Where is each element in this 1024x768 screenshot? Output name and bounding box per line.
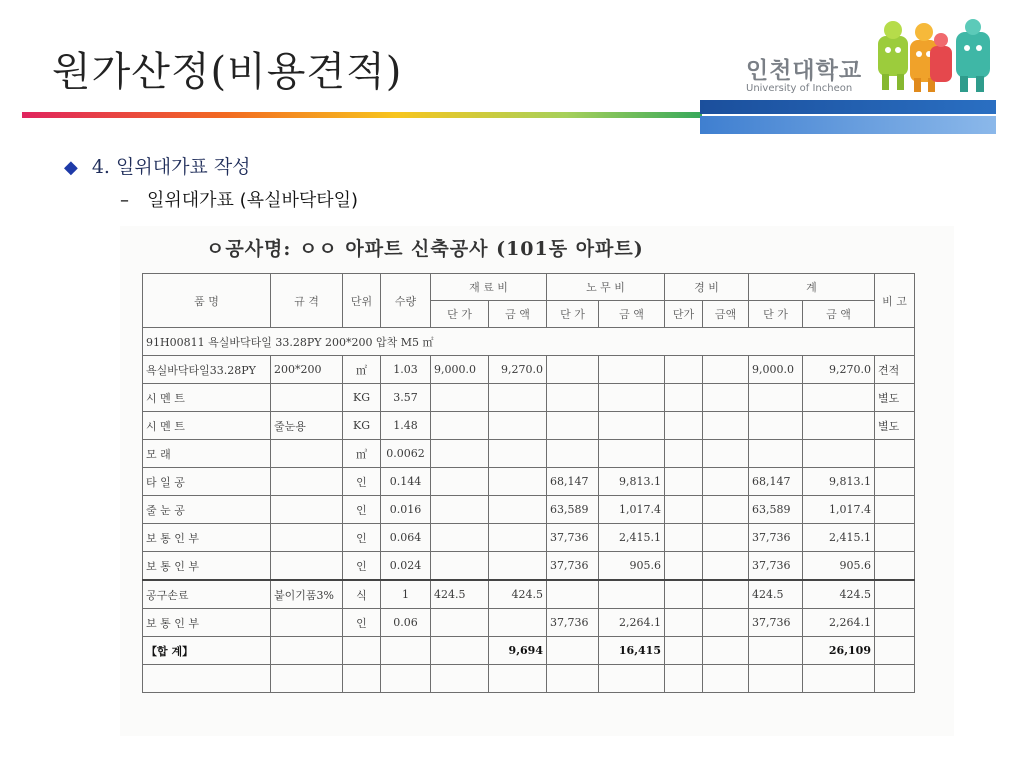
table-row: [143, 468, 915, 496]
cell-expense-unit-price: [665, 609, 703, 637]
cell-total-amount: 9,270.0: [803, 356, 875, 384]
mascot-green: [878, 21, 908, 90]
header-total: 계: [749, 274, 875, 301]
cell-expense-unit-price: [665, 524, 703, 552]
cell-labor-unit-price: 68,147: [547, 468, 599, 496]
cell-expense-amount: [703, 440, 749, 468]
cell-labor-unit-price: [547, 637, 599, 665]
header-labor: 노 무 비: [547, 274, 665, 301]
header-unit: 단위: [343, 274, 381, 328]
cell-remark: 별도: [875, 412, 915, 440]
cell-material-unit-price: 424.5: [431, 580, 489, 609]
header-unit-price: 단 가: [749, 301, 803, 328]
code-row: [143, 328, 915, 356]
cell-expense-unit-price: [665, 384, 703, 412]
table-row: [143, 496, 915, 524]
cell-total-amount: 1,017.4: [803, 496, 875, 524]
cell-total-amount: [803, 384, 875, 412]
mascot-teal: [956, 19, 990, 92]
scanned-estimate-document: [120, 226, 954, 736]
cell-item-name: 타 일 공: [143, 468, 271, 496]
cell-expense-amount: [703, 496, 749, 524]
table-row: [143, 524, 915, 552]
cell-total-amount: 2,415.1: [803, 524, 875, 552]
slide-title: 원가산정(비용견적): [52, 49, 403, 95]
cell-material-unit-price: [431, 412, 489, 440]
rainbow-divider: [22, 112, 702, 118]
cell-labor-amount: 2,415.1: [599, 524, 665, 552]
cell-expense-amount: [703, 637, 749, 665]
header-amount: 금 액: [803, 301, 875, 328]
cell-total-unit-price: 68,147: [749, 468, 803, 496]
blue-band-decoration: [700, 100, 996, 134]
cell-spec: [271, 637, 343, 665]
cell-expense-amount: [703, 468, 749, 496]
cell-unit: ㎥: [343, 440, 381, 468]
cell-labor-unit-price: [547, 580, 599, 609]
cell-expense-amount: [703, 412, 749, 440]
cell-labor-amount: 2,264.1: [599, 609, 665, 637]
mascot-logo-icon: [872, 18, 998, 96]
cell-expense-amount: [703, 552, 749, 581]
cell-material-unit-price: [431, 384, 489, 412]
cell-expense-unit-price: [665, 356, 703, 384]
cell-unit: 인: [343, 609, 381, 637]
header-unit-price: 단 가: [431, 301, 489, 328]
cell-total-unit-price: 37,736: [749, 609, 803, 637]
cell-expense-unit-price: [665, 637, 703, 665]
cell-remark: [875, 468, 915, 496]
cell-total-amount: 9,813.1: [803, 468, 875, 496]
cell-remark: [875, 440, 915, 468]
cell-expense-unit-price: [665, 496, 703, 524]
university-logo: [746, 52, 862, 94]
cell-total-unit-price: [749, 412, 803, 440]
header-amount: 금액: [703, 301, 749, 328]
cell-total-amount: 424.5: [803, 580, 875, 609]
cell-spec: [271, 552, 343, 581]
cell-labor-amount: 16,415: [599, 637, 665, 665]
cell-expense-amount: [703, 609, 749, 637]
cell-expense-amount: [703, 580, 749, 609]
cell-material-unit-price: [431, 552, 489, 581]
cell-unit: [343, 637, 381, 665]
cell-total-unit-price: 37,736: [749, 524, 803, 552]
logo-korean: 인천대학교: [746, 58, 863, 84]
cell-material-amount: [489, 412, 547, 440]
header-amount: 금 액: [599, 301, 665, 328]
cell-material-amount: [489, 384, 547, 412]
table-row: [143, 356, 915, 384]
cell-qty: 0.024: [381, 552, 431, 581]
dash-marker: –: [120, 190, 129, 211]
cell-total-amount: [803, 412, 875, 440]
cell-labor-unit-price: [547, 356, 599, 384]
cell-material-unit-price: [431, 496, 489, 524]
cell-labor-unit-price: 37,736: [547, 552, 599, 581]
cell-material-unit-price: [431, 609, 489, 637]
cell-labor-unit-price: 37,736: [547, 524, 599, 552]
cell-item-name: 시 멘 트: [143, 412, 271, 440]
cell-material-amount: [489, 468, 547, 496]
cell-labor-amount: [599, 580, 665, 609]
cell-labor-unit-price: [547, 440, 599, 468]
sub-bullet: [120, 186, 358, 212]
cell-item-name: 공구손료: [143, 580, 271, 609]
empty-row: [143, 665, 915, 693]
header-remark: 비 고: [875, 274, 915, 328]
cell-total-unit-price: 424.5: [749, 580, 803, 609]
header-material: 재 료 비: [431, 274, 547, 301]
cell-total-unit-price: 9,000.0: [749, 356, 803, 384]
cell-remark: [875, 496, 915, 524]
mascot-red: [930, 33, 952, 82]
cell-qty: 0.016: [381, 496, 431, 524]
cell-item-name: 욕실바닥타일33.28PY: [143, 356, 271, 384]
cell-remark: [875, 524, 915, 552]
cell-remark: 견적: [875, 356, 915, 384]
cell-remark: 별도: [875, 384, 915, 412]
header-item: 품 명: [143, 274, 271, 328]
cell-labor-amount: [599, 440, 665, 468]
cell-material-amount: 9,694: [489, 637, 547, 665]
cell-expense-unit-price: [665, 580, 703, 609]
cell-total-unit-price: 63,589: [749, 496, 803, 524]
cell-qty: 0.144: [381, 468, 431, 496]
cell-unit: ㎡: [343, 356, 381, 384]
cell-unit: KG: [343, 384, 381, 412]
cell-item-name: 줄 눈 공: [143, 496, 271, 524]
cell-expense-amount: [703, 524, 749, 552]
cell-material-amount: [489, 440, 547, 468]
header-unit-price: 단 가: [547, 301, 599, 328]
cell-spec: [271, 384, 343, 412]
cell-material-unit-price: [431, 524, 489, 552]
header-qty: 수량: [381, 274, 431, 328]
cell-qty: 1.48: [381, 412, 431, 440]
cell-remark: [875, 637, 915, 665]
cell-total-amount: 2,264.1: [803, 609, 875, 637]
bullet-item: [64, 152, 251, 179]
project-name: ㅇ공사명: ㅇㅇ 아파트 신축공사 (101동 아파트): [206, 238, 644, 260]
cell-labor-amount: 9,813.1: [599, 468, 665, 496]
cell-material-amount: [489, 552, 547, 581]
cell-material-amount: 424.5: [489, 580, 547, 609]
cell-expense-unit-price: [665, 468, 703, 496]
cell-expense-unit-price: [665, 552, 703, 581]
table-row: [143, 637, 915, 665]
cell-qty: 1: [381, 580, 431, 609]
cell-item-name: 모 래: [143, 440, 271, 468]
cell-material-amount: [489, 524, 547, 552]
cell-spec: [271, 524, 343, 552]
table-row: [143, 552, 915, 581]
cell-total-amount: 905.6: [803, 552, 875, 581]
table-row: [143, 580, 915, 609]
cell-spec: [271, 468, 343, 496]
cell-spec: [271, 496, 343, 524]
cell-unit: 인: [343, 468, 381, 496]
cell-item-name: 보 통 인 부: [143, 609, 271, 637]
sub-bullet-text: 일위대가표 (욕실바닥타일): [147, 190, 359, 211]
diamond-bullet-icon: ◆: [64, 157, 78, 178]
code-cell: 91H00811 욕실바닥타일 33.28PY 200*200 압착 M5 ㎡: [143, 328, 915, 356]
header-row-1: [143, 274, 915, 301]
cell-spec: 200*200: [271, 356, 343, 384]
header-amount: 금 액: [489, 301, 547, 328]
cell-expense-amount: [703, 384, 749, 412]
cell-unit: KG: [343, 412, 381, 440]
cell-total-amount: [803, 440, 875, 468]
cell-total-unit-price: [749, 440, 803, 468]
cell-qty: 0.0062: [381, 440, 431, 468]
cell-item-name: 시 멘 트: [143, 384, 271, 412]
cell-material-amount: 9,270.0: [489, 356, 547, 384]
cell-labor-unit-price: 37,736: [547, 609, 599, 637]
cell-material-unit-price: [431, 440, 489, 468]
table-row: [143, 440, 915, 468]
header-expense: 경 비: [665, 274, 749, 301]
cell-unit: 인: [343, 552, 381, 581]
header-spec: 규 격: [271, 274, 343, 328]
cell-material-unit-price: 9,000.0: [431, 356, 489, 384]
cell-labor-amount: [599, 384, 665, 412]
cell-material-amount: [489, 609, 547, 637]
cell-spec: [271, 440, 343, 468]
cell-spec: 붙이기품3%: [271, 580, 343, 609]
cell-qty: 0.064: [381, 524, 431, 552]
cell-material-unit-price: [431, 637, 489, 665]
cell-item-name: 보 통 인 부: [143, 552, 271, 581]
cell-qty: [381, 637, 431, 665]
cell-total-unit-price: 37,736: [749, 552, 803, 581]
cell-total-amount: 26,109: [803, 637, 875, 665]
cell-remark: [875, 552, 915, 581]
bullet-text: 4. 일위대가표 작성: [91, 156, 251, 178]
cell-spec: [271, 609, 343, 637]
cell-material-amount: [489, 496, 547, 524]
cell-expense-unit-price: [665, 412, 703, 440]
header-unit-price: 단가: [665, 301, 703, 328]
cell-unit: 인: [343, 496, 381, 524]
cell-remark: [875, 580, 915, 609]
table-row: [143, 412, 915, 440]
cell-labor-amount: 905.6: [599, 552, 665, 581]
cost-table: [142, 273, 915, 693]
cell-unit: 식: [343, 580, 381, 609]
cell-item-name: 【합 계】: [143, 637, 271, 665]
cell-qty: 0.06: [381, 609, 431, 637]
cell-labor-unit-price: 63,589: [547, 496, 599, 524]
cell-qty: 3.57: [381, 384, 431, 412]
cell-expense-amount: [703, 356, 749, 384]
cell-labor-unit-price: [547, 412, 599, 440]
cell-expense-unit-price: [665, 440, 703, 468]
cell-spec: 줄눈용: [271, 412, 343, 440]
cell-labor-amount: [599, 356, 665, 384]
cell-qty: 1.03: [381, 356, 431, 384]
cell-labor-amount: 1,017.4: [599, 496, 665, 524]
cell-labor-amount: [599, 412, 665, 440]
cell-remark: [875, 609, 915, 637]
cell-total-unit-price: [749, 384, 803, 412]
cell-total-unit-price: [749, 637, 803, 665]
table-row: [143, 384, 915, 412]
logo-english: University of Incheon: [746, 83, 853, 94]
table-row: [143, 609, 915, 637]
cell-material-unit-price: [431, 468, 489, 496]
cell-labor-unit-price: [547, 384, 599, 412]
cell-unit: 인: [343, 524, 381, 552]
cell-item-name: 보 통 인 부: [143, 524, 271, 552]
